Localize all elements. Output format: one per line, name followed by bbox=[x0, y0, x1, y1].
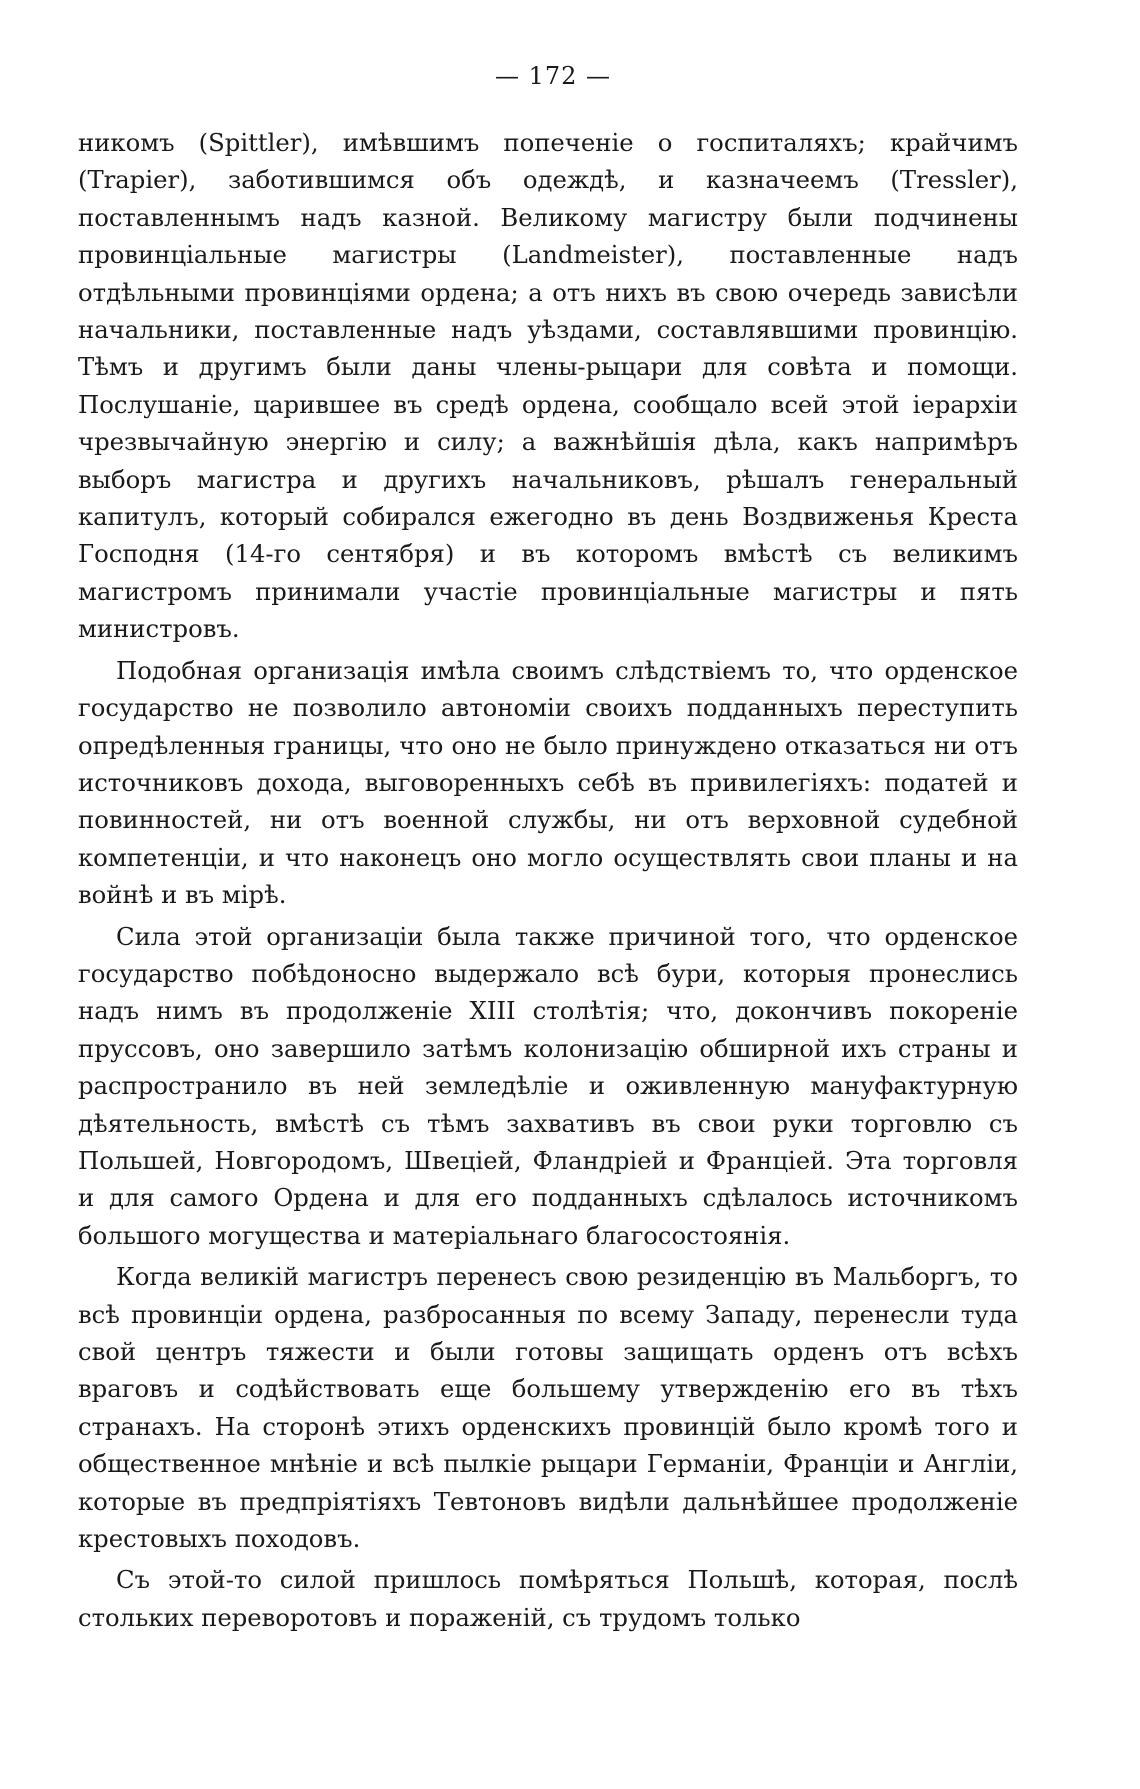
paragraph-5: Съ этой-то силой пришлось помѣряться Польшѣ, которая, послѣ стольких переворотовъ и пораженій, съ трудомъ только bbox=[78, 1565, 1018, 1632]
paragraph-1: никомъ (Spittler), имѣвшимъ попеченіе о госпиталяхъ; крайчимъ (Trapier), заботившимся объ одеждѣ, и казначеемъ (Tressler), поставленнымъ надъ казной. Великому магистру были подчинены провинціальные магистры (Landmeister), поставленные надъ отдѣльными провинціями ордена; а отъ нихъ въ свою очередь зависѣли начальники, поставленные надъ уѣздами, составлявшими провинцію. Тѣмъ и другимъ были даны члены-рыцари для совѣта и помощи. Послушаніе, царившее въ средѣ ордена, сообщало всей этой іерархіи чрезвычайную энергію и силу; а важнѣйшія дѣла, какъ напримѣръ выборъ магистра и другихъ начальниковъ, рѣшалъ генеральный капитулъ, который собирался ежегодно въ день Воздвиженья Креста Господня (14-го сентября) и въ которомъ вмѣстѣ съ великимъ магистромъ принимали участіе провинціальные магистры и пять министровъ. bbox=[78, 128, 1018, 644]
book-page bbox=[78, 62, 1018, 1636]
paragraph-3: Сила этой организаціи была также причиной того, что орденское государство побѣдоносно выдержало всѣ бури, которыя пронеслись надъ нимъ въ продолженіе XIII столѣтія; что, докончивъ покореніе пруссовъ, оно завершило затѣмъ колонизацію обширной ихъ страны и распространило въ ней земледѣліе и оживленную мануфактурную дѣятельность, вмѣстѣ съ тѣмъ захвативъ въ свои руки торговлю съ Польшей, Новгородомъ, Швеціей, Фландріей и Франціей. Эта торговля и для самого Ордена и для его подданныхъ сдѣлалось источникомъ большого могущества и матеріальнаго благосостоянія. bbox=[78, 921, 1018, 1250]
paragraph-4: Когда великій магистръ перенесъ свою резиденцію въ Мальборгъ, то всѣ провинціи ордена, разбросанныя по всему Западу, перенесли туда свой центръ тяжести и были готовы защищать орденъ отъ всѣхъ враговъ и содѣйствовать еще большему утвержденію его въ тѣхъ странахъ. На сторонѣ этихъ орденскихъ провинцій было кромѣ того и общественное мнѣніе и всѣ пылкіе рыцари Германіи, Франціи и Англіи, которые въ предпріятіяхъ Тевтоновъ видѣли дальнѣйшее продолженіе крестовыхъ походовъ. bbox=[78, 1262, 1018, 1554]
page-number: — 172 — bbox=[494, 62, 612, 90]
paragraph-2: Подобная организація имѣла своимъ слѣдствіемъ то, что орденское государство не позволило автономіи своихъ подданныхъ переступить опредѣленныя границы, что оно не было принуждено отказаться ни отъ источниковъ дохода, выговоренныхъ себѣ въ привилегіяхъ: податей и повинностей, ни отъ военной службы, ни отъ верховной судебной компетенціи, и что наконецъ оно могло осуществлять свои планы и на войнѣ и въ мірѣ. bbox=[78, 655, 1018, 910]
